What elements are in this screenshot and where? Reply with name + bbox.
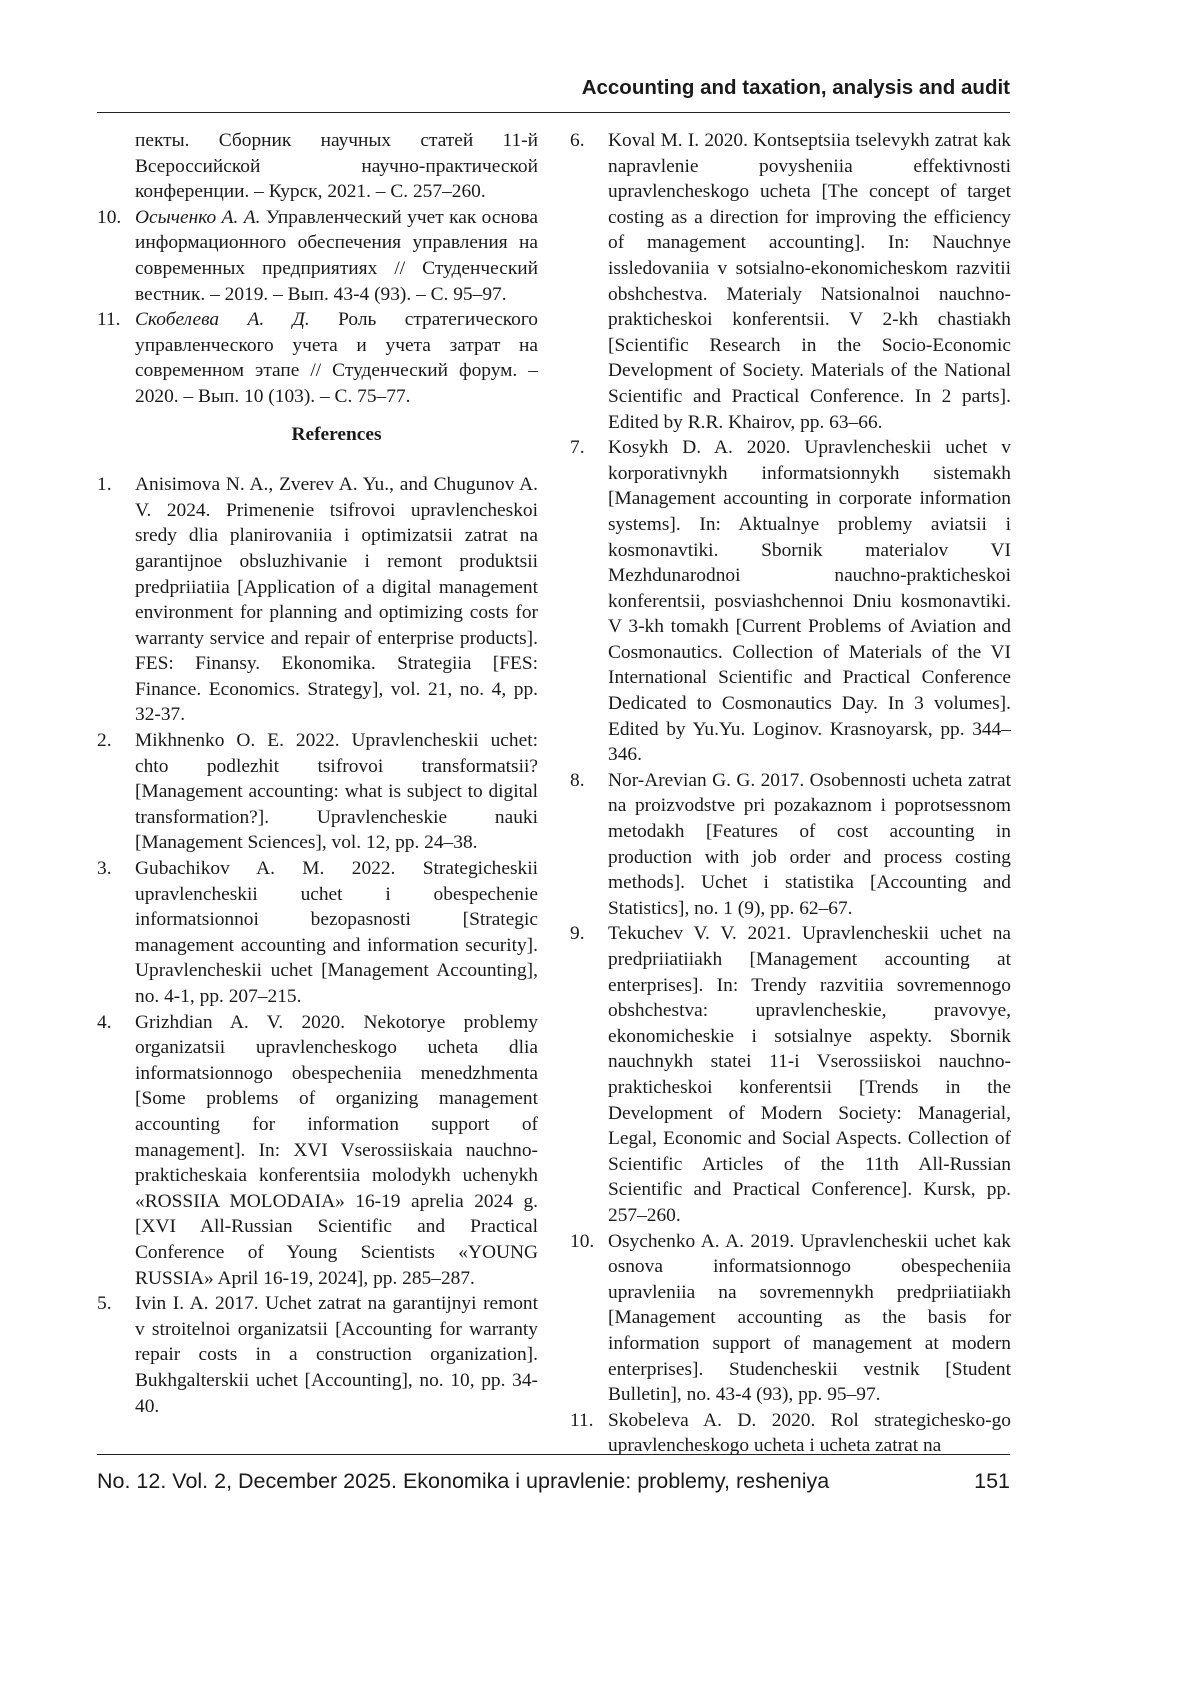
reference-item [97, 205, 538, 307]
reference-item [570, 921, 1011, 1228]
reference-number: 4. [97, 1010, 112, 1036]
page-footer [97, 1469, 1010, 1494]
reference-item [570, 1408, 1011, 1459]
reference-item [570, 435, 1011, 768]
reference-text: Skobeleva A. D. 2020. Rol strategichesko-go upravlencheskogo ucheta i ucheta zatrat na [608, 1410, 1011, 1457]
reference-number: 7. [570, 435, 585, 461]
journal-citation: No. 12. Vol. 2, December 2025. Ekonomika i upravlenie: problemy, resheniya [97, 1469, 829, 1494]
reference-text: Kosykh D. A. 2020. Upravlencheskii uchet v korporativnykh informatsionnykh sistemakh [Management accounting in corporate information systems]. In: Aktualnye problemy aviatsii i kosmonavtiki. Sbornik materialov VI Mezhdunarodnoi nauchno-prakticheskoi konferentsii, posviashchennoi Dniu kosmonavtiki. V 3-kh tomakh [Current Problems of Aviation and Cosmonautics. Collection of Materials of the VI International Scientific and Practical Conference Dedicated to Cosmonautics Day. In 3 volumes]. Edited by Yu.Yu. Loginov. Krasnoyarsk, pp. 344–346. [608, 437, 1011, 765]
reference-text: Nor-Arevian G. G. 2017. Osobennosti ucheta zatrat na proizvodstve pri pozakaznom i poprotsessnom metodakh [Features of cost accounting in production with job order and process costing methods]. Uchet i statistika [Accounting and Statistics], no. 1 (9), pp. 62–67. [608, 770, 1011, 919]
reference-text: Koval M. I. 2020. Kontseptsiia tselevykh zatrat kak napravlenie povysheniia effektivnosti upravlencheskogo ucheta [The concept of target costing as a direction for improving the efficiency of management accounting]. In: Nauchnye issledovaniia v sotsialno-ekonomicheskom razvitii obshchestva. Materialy Natsionalnoi nauchno-prakticheskoi konferentsii. V 2-kh chastiakh [Scientific Research in the Socio-Economic Development of Society. Materials of the National Scientific and Practical Conference. In 2 parts]. Edited by R.R. Khairov, pp. 63–66. [608, 130, 1011, 433]
header-rule [97, 112, 1010, 113]
running-header: Accounting and taxation, analysis and audit [97, 76, 1010, 100]
reference-continuation: пекты. Сборник научных статей 11-й Всероссийской научно-практической конференции. – Курск, 2021. – С. 257–260. [97, 128, 538, 205]
footer-rule [97, 1454, 1010, 1455]
reference-text: Tekuchev V. V. 2021. Upravlencheskii uchet na predpriiatiiakh [Management accounting at enterprises]. In: Trendy razvitiia sovremennogo obshchestva: upravlencheskie, pravovye, ekonomicheskie i sotsialnye aspekty. Sbornik nauchnykh statei 11-i Vserossiiskoi nauchno-prakticheskoi konferentsii [Trends in the Development of Modern Society: Managerial, Legal, Economic and Social Aspects. Collection of Scientific Articles of the 11th All-Russian Scientific and Practical Conference]. Kursk, pp. 257–260. [608, 923, 1011, 1226]
reference-number: 10. [570, 1229, 594, 1255]
reference-number: 5. [97, 1291, 112, 1317]
reference-text: Роль стратегического управленческого учета и учета затрат на современном этапе // Студенческий форум. – 2020. – Вып. 10 (103). – С. 75–77. [135, 309, 538, 407]
reference-text: Grizhdian A. V. 2020. Nekotorye problemy organizatsii upravlencheskogo ucheta dlia informatsionnogo obespecheniia menedzhmenta [Some problems of organizing management accounting for information support of management]. In: XVI Vserossiiskaia nauchno-prakticheskaia konferentsiia molodykh uchenykh «ROSSIIA MOLODAIA» 16-19 aprelia 2024 g. [XVI All-Russian Scientific and Practical Conference of Young Scientists «YOUNG RUSSIA» April 16-19, 2024], pp. 285–287. [135, 1012, 538, 1289]
reference-number: 6. [570, 128, 585, 154]
reference-text: Mikhnenko O. E. 2022. Upravlencheskii uchet: chto podlezhit tsifrovoi transformatsii? [Management accounting: what is subject to digital transformation?]. Upravlencheskie nauki [Management Sciences], vol. 12, pp. 24–38. [135, 730, 538, 853]
reference-item [570, 128, 1011, 435]
reference-number: 11. [97, 307, 121, 333]
references-heading: References [135, 422, 538, 448]
reference-author: Осыченко А. А. [135, 207, 260, 228]
left-column [97, 128, 538, 1419]
page-number: 151 [974, 1469, 1010, 1494]
reference-item [97, 728, 538, 856]
reference-number: 2. [97, 728, 112, 754]
reference-text: Управленческий учет как основа информационного обеспечения управления на современных предприятиях // Студенческий вестник. – 2019. – Вып. 43-4 (93). – С. 95–97. [135, 207, 538, 305]
reference-text: Gubachikov A. M. 2022. Strategicheskii upravlencheskii uchet i obespechenie informatsionnoi bezopasnosti [Strategic management accounting and information security]. Upravlencheskii uchet [Management Accounting], no. 4-1, pp. 207–215. [135, 858, 538, 1007]
reference-number: 9. [570, 921, 585, 947]
reference-text: Anisimova N. A., Zverev A. Yu., and Chugunov A. V. 2024. Primenenie tsifrovoi upravlencheskoi sredy dlia planirovaniia i optimizatsii zatrat na garantijnoe obsluzhivanie i remont produktsii predpriiatiia [Application of a digital management environment for planning and optimizing costs for warranty service and repair of enterprise products]. FES: Finansy. Ekonomika. Strategiia [FES: Finance. Economics. Strategy], vol. 21, no. 4, pp. 32-37. [135, 474, 538, 725]
reference-item [97, 856, 538, 1010]
reference-number: 8. [570, 768, 585, 794]
reference-author: Скобелева А. Д. [135, 309, 310, 330]
reference-item [570, 1229, 1011, 1408]
reference-item [97, 307, 538, 409]
right-column [570, 128, 1011, 1459]
reference-number: 10. [97, 205, 121, 231]
reference-item [97, 472, 538, 728]
reference-item [97, 1010, 538, 1292]
reference-text: Ivin I. A. 2017. Uchet zatrat na garantijnyi remont v stroitelnoi organizatsii [Accounting for warranty repair costs in a construction organization]. Bukhgalterskii uchet [Accounting], no. 10, pp. 34-40. [135, 1293, 538, 1416]
reference-text: Osychenko A. A. 2019. Upravlencheskii uchet kak osnova informatsionnogo obespecheniia upravleniia na sovremennykh predpriiatiiakh [Management accounting as the basis for information support of management at modern enterprises]. Studencheskii vestnik [Student Bulletin], no. 43-4 (93), pp. 95–97. [608, 1231, 1011, 1406]
reference-number: 1. [97, 472, 112, 498]
reference-number: 11. [570, 1408, 594, 1434]
reference-number: 3. [97, 856, 112, 882]
reference-item [570, 768, 1011, 922]
reference-item [97, 1291, 538, 1419]
